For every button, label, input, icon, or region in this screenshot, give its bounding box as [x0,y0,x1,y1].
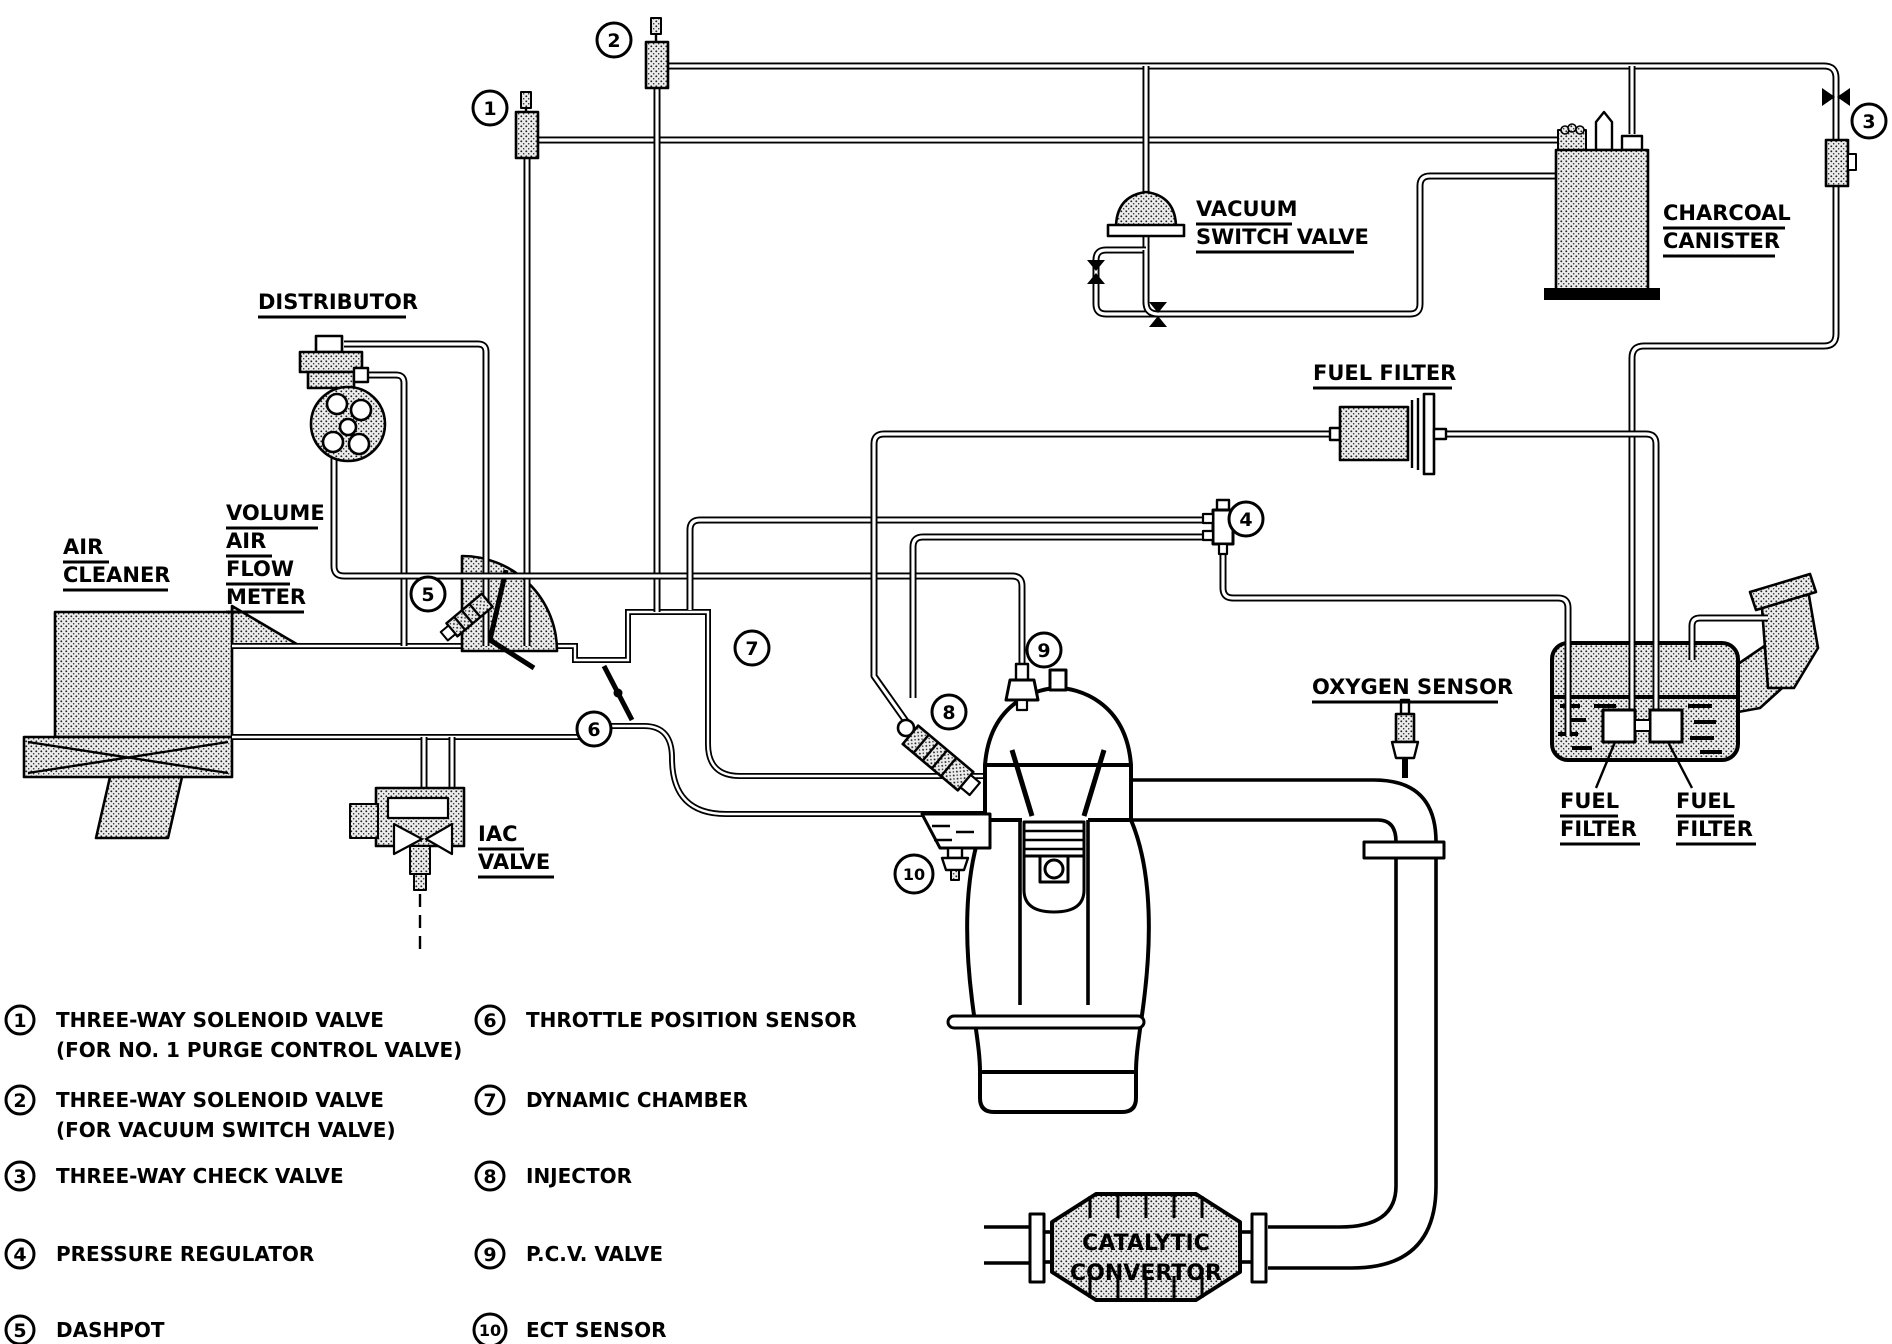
legend-3-num: 3 [13,1166,27,1188]
fuel-filter-mid [1330,394,1446,474]
fuel-filter-label: FUEL FILTER [1313,361,1457,385]
legend-2-sub: (FOR VACUUM SWITCH VALVE) [56,1118,396,1142]
exhaust-flange [1364,842,1444,858]
callout-8: 8 [942,702,956,724]
legend-9-num: 9 [483,1244,497,1266]
vacuum-switch-valve [1087,192,1184,327]
legend-10-num: 10 [478,1321,502,1340]
iac-label-1: IAC [478,822,518,846]
distributor [300,336,385,461]
vafm-label-2: AIR [226,529,267,553]
three-way-solenoid-valve-1 [516,92,538,158]
air-cleaner-label-2: CLEANER [63,563,171,587]
legend-5-label: DASHPOT [56,1318,165,1342]
charcoal-canister [1544,112,1660,300]
iac-label-2: VALVE [478,850,551,874]
callout-5: 5 [421,584,435,606]
injector [898,720,982,798]
legend-1-num: 1 [13,1010,27,1032]
three-way-solenoid-valve-2 [646,18,668,88]
callout-4: 4 [1239,509,1253,531]
vafm-label-1: VOLUME [226,501,325,525]
legend-6-label: THROTTLE POSITION SENSOR [526,1008,857,1032]
legend-1-sub: (FOR NO. 1 PURGE CONTROL VALVE) [56,1038,463,1062]
vafm-label-3: FLOW [226,557,294,581]
converter-flange-left [1030,1214,1044,1282]
legend-7-num: 7 [483,1090,497,1112]
legend [6,1006,857,1344]
tank-filter-right-label-2: FILTER [1676,817,1753,841]
piston [1024,822,1084,912]
callout-3: 3 [1862,111,1876,133]
engine [922,670,1149,1112]
catalytic-label-line2: CONVERTOR [1070,1261,1222,1286]
crankshaft-line [948,1016,1144,1028]
tank-filter-right-label-1: FUEL [1676,789,1736,813]
pressure-regulator [1203,500,1233,554]
legend-5-num: 5 [13,1320,27,1342]
legend-7-label: DYNAMIC CHAMBER [526,1088,748,1112]
legend-3-label: THREE-WAY CHECK VALVE [56,1164,344,1188]
legend-8-label: INJECTOR [526,1164,633,1188]
distributor-label: DISTRIBUTOR [258,290,419,314]
callout-2: 2 [607,30,621,52]
tank-filter-left-label-1: FUEL [1560,789,1620,813]
converter-flange-right [1252,1214,1266,1282]
exhaust-system [984,700,1444,1300]
legend-4-num: 4 [13,1244,27,1266]
legend-1-label: THREE-WAY SOLENOID VALVE [56,1008,384,1032]
callout-7: 7 [745,638,759,660]
canister-label-2: CANISTER [1663,229,1781,253]
callout-9: 9 [1037,640,1051,662]
callout-6: 6 [587,719,601,741]
legend-9-label: P.C.V. VALVE [526,1242,664,1266]
vafm-label-4: METER [226,585,307,609]
air-cleaner [24,606,300,838]
oil-pan [980,1072,1136,1112]
tank-filter-left-label-2: FILTER [1560,817,1637,841]
vsv-label-1: VACUUM [1196,197,1298,221]
legend-4-label: PRESSURE REGULATOR [56,1242,315,1266]
legend-10-label: ECT SENSOR [526,1318,667,1342]
throttle-shaft [614,689,623,698]
legend-2-label: THREE-WAY SOLENOID VALVE [56,1088,384,1112]
legend-8-num: 8 [483,1166,497,1188]
air-cleaner-label-1: AIR [63,535,104,559]
catalytic-label-line1: CATALYTIC [1082,1231,1210,1256]
iac-valve [350,788,464,952]
oxygen-sensor [1392,700,1418,778]
callout-1: 1 [483,98,497,120]
vsv-label-2: SWITCH VALVE [1196,225,1369,249]
canister-label-1: CHARCOAL [1663,201,1791,225]
legend-6-num: 6 [483,1010,497,1032]
oxygen-sensor-label: OXYGEN SENSOR [1312,675,1514,699]
callout-10: 10 [902,865,926,884]
fuel-tank [1552,574,1818,760]
legend-2-num: 2 [13,1090,27,1112]
